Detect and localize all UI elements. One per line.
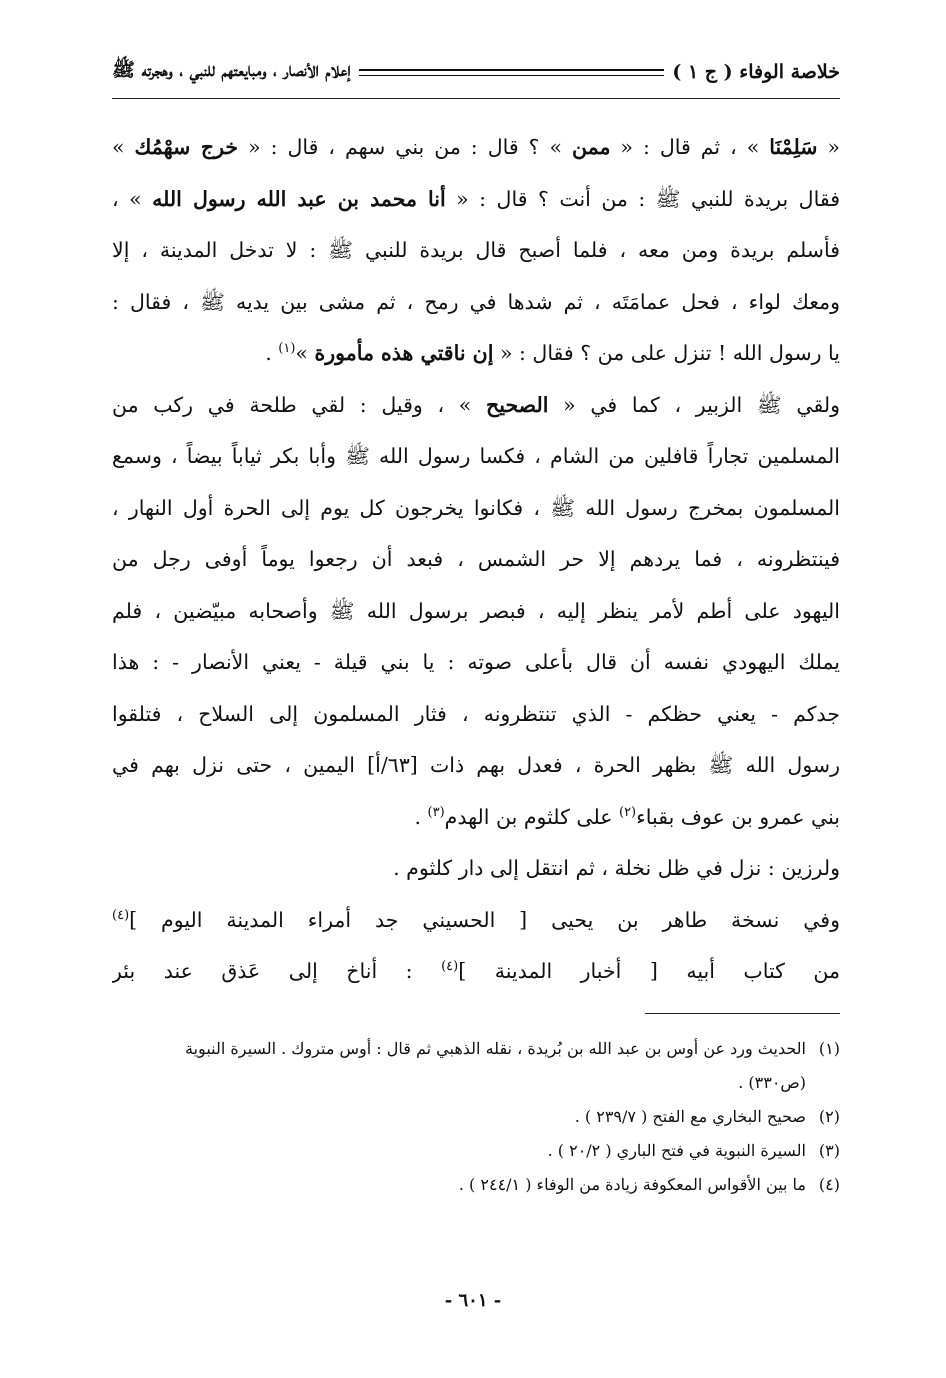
text-run: فقال بريدة للنبي ﷺ : من أنت ؟ قال : « xyxy=(445,186,840,211)
text-line xyxy=(112,277,840,329)
text-run: وفي نسخة طاهر بن يحيى [ الحسيني جد أمراء المدينة اليوم ] xyxy=(129,907,840,932)
text-run: » xyxy=(295,341,315,365)
footnote-number: (٢) xyxy=(818,1107,840,1126)
footnote-marker: (٤) xyxy=(441,959,459,975)
text-run: المسلمين تجاراً قافلين من الشام ، فكسا رسول الله ﷺ وأبا بكر ثياباً بيضاً ، وسمع xyxy=(112,444,840,468)
text-line xyxy=(112,431,840,483)
chapter-title: إعلام الأنصار ، ومبايعتهم للنبي ، وهجرته ﷺ xyxy=(112,59,351,81)
text-line xyxy=(112,792,840,844)
text-line xyxy=(112,946,840,998)
footnote-1 xyxy=(112,1032,840,1066)
quoted-text: إن ناقتي هذه مأمورة xyxy=(314,341,494,365)
text-run: : أناخ إلى عَذق عند بئر xyxy=(112,959,442,983)
footnote-marker: (٣) xyxy=(427,804,445,820)
text-run: « xyxy=(817,135,840,159)
footnote-text: السيرة النبوية في فتح الباري ( ٢٠/٢ ) . xyxy=(547,1141,806,1160)
text-run: بني عمرو بن عوف بقباء xyxy=(636,804,840,829)
text-line xyxy=(112,689,840,741)
text-line xyxy=(112,328,840,380)
quoted-text: ممن xyxy=(572,135,611,159)
footnotes xyxy=(112,1032,840,1202)
text-run: . xyxy=(414,804,428,829)
text-run: » ، ثم قال : « xyxy=(610,135,770,159)
footnote-marker: (١) xyxy=(278,341,296,357)
text-line xyxy=(112,380,840,432)
text-run: ومعك لواء ، فحل عمامَتَه ، ثم شدها في رمح ، ثم مشى بين يديه ﷺ ، فقال : xyxy=(112,289,840,314)
footnote-number: (٣) xyxy=(818,1141,840,1160)
footnote-text: صحيح البخاري مع الفتح ( ٢٣٩/٧ ) . xyxy=(574,1107,806,1126)
quoted-text: خرج سهْمُك xyxy=(134,135,239,159)
text-run: المسلمون بمخرج رسول الله ﷺ ، فكانوا يخرجون كل يوم إلى الحرة أول النهار ، xyxy=(112,495,840,520)
quoted-text: سَلِمْنَا xyxy=(769,135,818,159)
text-run: يملك اليهودي نفسه أن قال بأعلى صوته : يا بني قيلة - يعني الأنصار - : هذا xyxy=(112,650,840,674)
text-run: » xyxy=(112,135,135,159)
footnote-1-continuation: (ص٣٣٠) . xyxy=(738,1073,806,1092)
text-line xyxy=(112,637,840,689)
text-run: رسول الله ﷺ بظهر الحرة ، فعدل بهم ذات [٦٣/أ] اليمين ، حتى نزل بهم في xyxy=(112,753,840,777)
text-run: يا رسول الله ! تنزل على من ؟ فقال : « xyxy=(493,341,840,365)
footnote-text: الحديث ورد عن أوس بن عبد الله بن بُريدة ، نقله الذهبي ثم قال : أوس متروك . السيرة النبوية xyxy=(185,1039,806,1058)
text-run: فينتظرونه ، فما يردهم إلا حر الشمس ، فبعد أن رجعوا يوماً أوفى رجل من xyxy=(112,547,840,571)
footnote-4 xyxy=(112,1168,840,1202)
footnote-3 xyxy=(112,1134,840,1168)
header-divider xyxy=(112,98,840,99)
text-line xyxy=(112,534,840,586)
text-run: » ، وقيل : لقي طلحة في ركب من xyxy=(112,392,487,417)
text-run: جدكم - يعني حظكم - الذي تنتظرونه ، فثار المسلمون إلى السلاح ، فتلقوا xyxy=(112,701,840,726)
text-line xyxy=(112,483,840,535)
footnote-marker: (٤) xyxy=(112,907,130,923)
running-header xyxy=(112,52,840,92)
book-title: خلاصة الوفاء ( ج ١ ) xyxy=(672,61,840,83)
main-text xyxy=(112,122,840,998)
text-run: على كلثوم بن الهدم xyxy=(444,804,619,829)
footnote-2 xyxy=(112,1100,840,1134)
header-rule xyxy=(359,69,665,76)
text-line xyxy=(112,586,840,638)
text-line xyxy=(112,225,840,277)
footnote-marker: (٢) xyxy=(618,804,637,820)
text-line xyxy=(112,843,840,895)
footnote-text: ما بين الأقواس المعكوفة زيادة من الوفاء ( ٢٤٤/١ ) . xyxy=(458,1175,806,1194)
text-run: من كتاب أبيه [ أخبار المدينة ] xyxy=(458,959,840,983)
text-run: ولرزين : نزل في ظل نخلة ، ثم انتقل إلى دار كلثوم . xyxy=(393,856,840,880)
footnote-number: (٤) xyxy=(818,1175,840,1194)
footnote-number: (١) xyxy=(818,1039,840,1058)
footnote-divider xyxy=(645,1013,840,1014)
text-line xyxy=(112,895,840,947)
text-run: » ؟ قال : من بني سهم ، قال : « xyxy=(238,135,573,159)
quoted-text: أنا محمد بن عبد الله رسول الله xyxy=(152,186,446,211)
text-line xyxy=(112,740,840,792)
page-number: - ٦٠١ - xyxy=(444,1290,502,1311)
text-run: » ، xyxy=(112,186,153,211)
text-run: ولقي ﷺ الزبير ، كما في « xyxy=(548,392,840,417)
text-line xyxy=(112,122,840,174)
text-run: اليهود على أطم لأمر ينظر إليه ، فبصر برسول الله ﷺ وأصحابه مبيّضين ، فلم xyxy=(112,598,840,623)
text-line xyxy=(112,174,840,226)
quoted-text: الصحيح xyxy=(486,392,549,417)
text-run: فأسلم بريدة ومن معه ، فلما أصبح قال بريدة للنبي ﷺ : لا تدخل المدينة ، إلا xyxy=(112,238,840,262)
text-run: . xyxy=(265,341,279,365)
